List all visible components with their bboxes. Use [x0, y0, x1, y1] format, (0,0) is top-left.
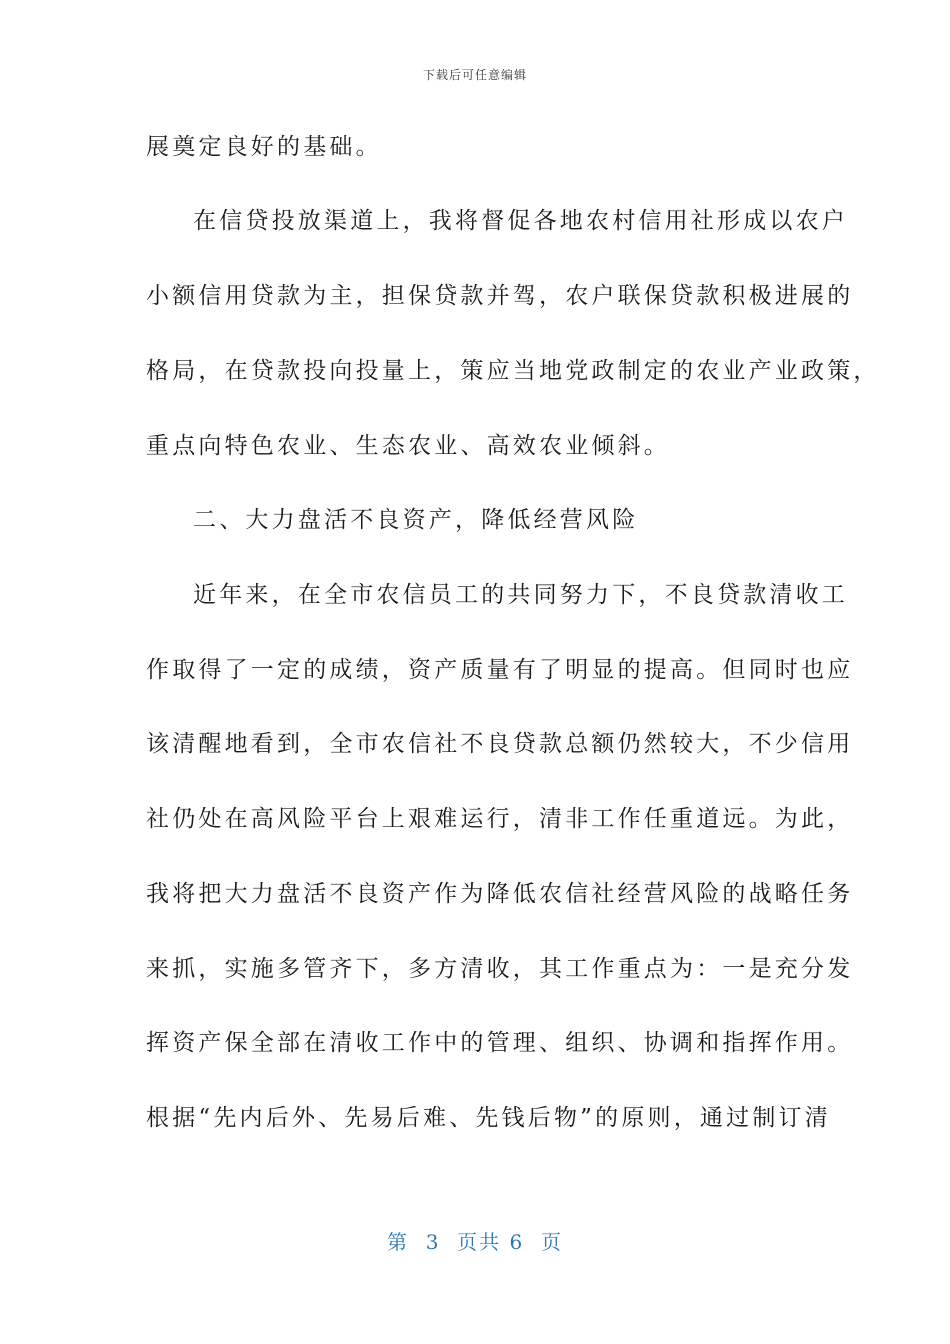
header-note: 下载后可任意编辑 [422, 68, 527, 82]
body-line: 社仍处在高风险平台上艰难运行，清非工作任重道远。为此， [146, 806, 854, 832]
body-line: 在信贷投放渠道上，我将督促各地农村信用社形成以农户 [193, 208, 848, 234]
body-line: 挥资产保全部在清收工作中的管理、组织、协调和指挥作用。 [146, 1030, 854, 1056]
body-line: 我将把大力盘活不良资产作为降低农信社经营风险的战略任务 [146, 881, 854, 907]
body-line: 作取得了一定的成绩，资产质量有了明显的提高。但同时也应 [146, 657, 854, 683]
body-line: 重点向特色农业、生态农业、高效农业倾斜。 [146, 433, 670, 459]
body-line: 该清醒地看到，全市农信社不良贷款总额仍然较大，不少信用 [146, 731, 854, 757]
body-line: 来抓，实施多管齐下，多方清收，其工作重点为：一是充分发 [146, 956, 854, 982]
body-line: 小额信用贷款为主，担保贷款并驾，农户联保贷款积极进展的 [146, 283, 854, 309]
body-line: 展奠定良好的基础。 [146, 134, 382, 160]
body-line: 格局，在贷款投向投量上，策应当地党政制定的农业产业政策， [146, 358, 880, 384]
body-line: 近年来，在全市农信员工的共同努力下，不良贷款清收工 [193, 582, 848, 608]
section-heading: 二、大力盘活不良资产，降低经营风险 [193, 507, 639, 533]
body-line: 根据“先内后外、先易后难、先钱后物”的原则，通过制订清 [146, 1105, 831, 1131]
page-number: 第 3 页共 6 页 [387, 1230, 563, 1254]
